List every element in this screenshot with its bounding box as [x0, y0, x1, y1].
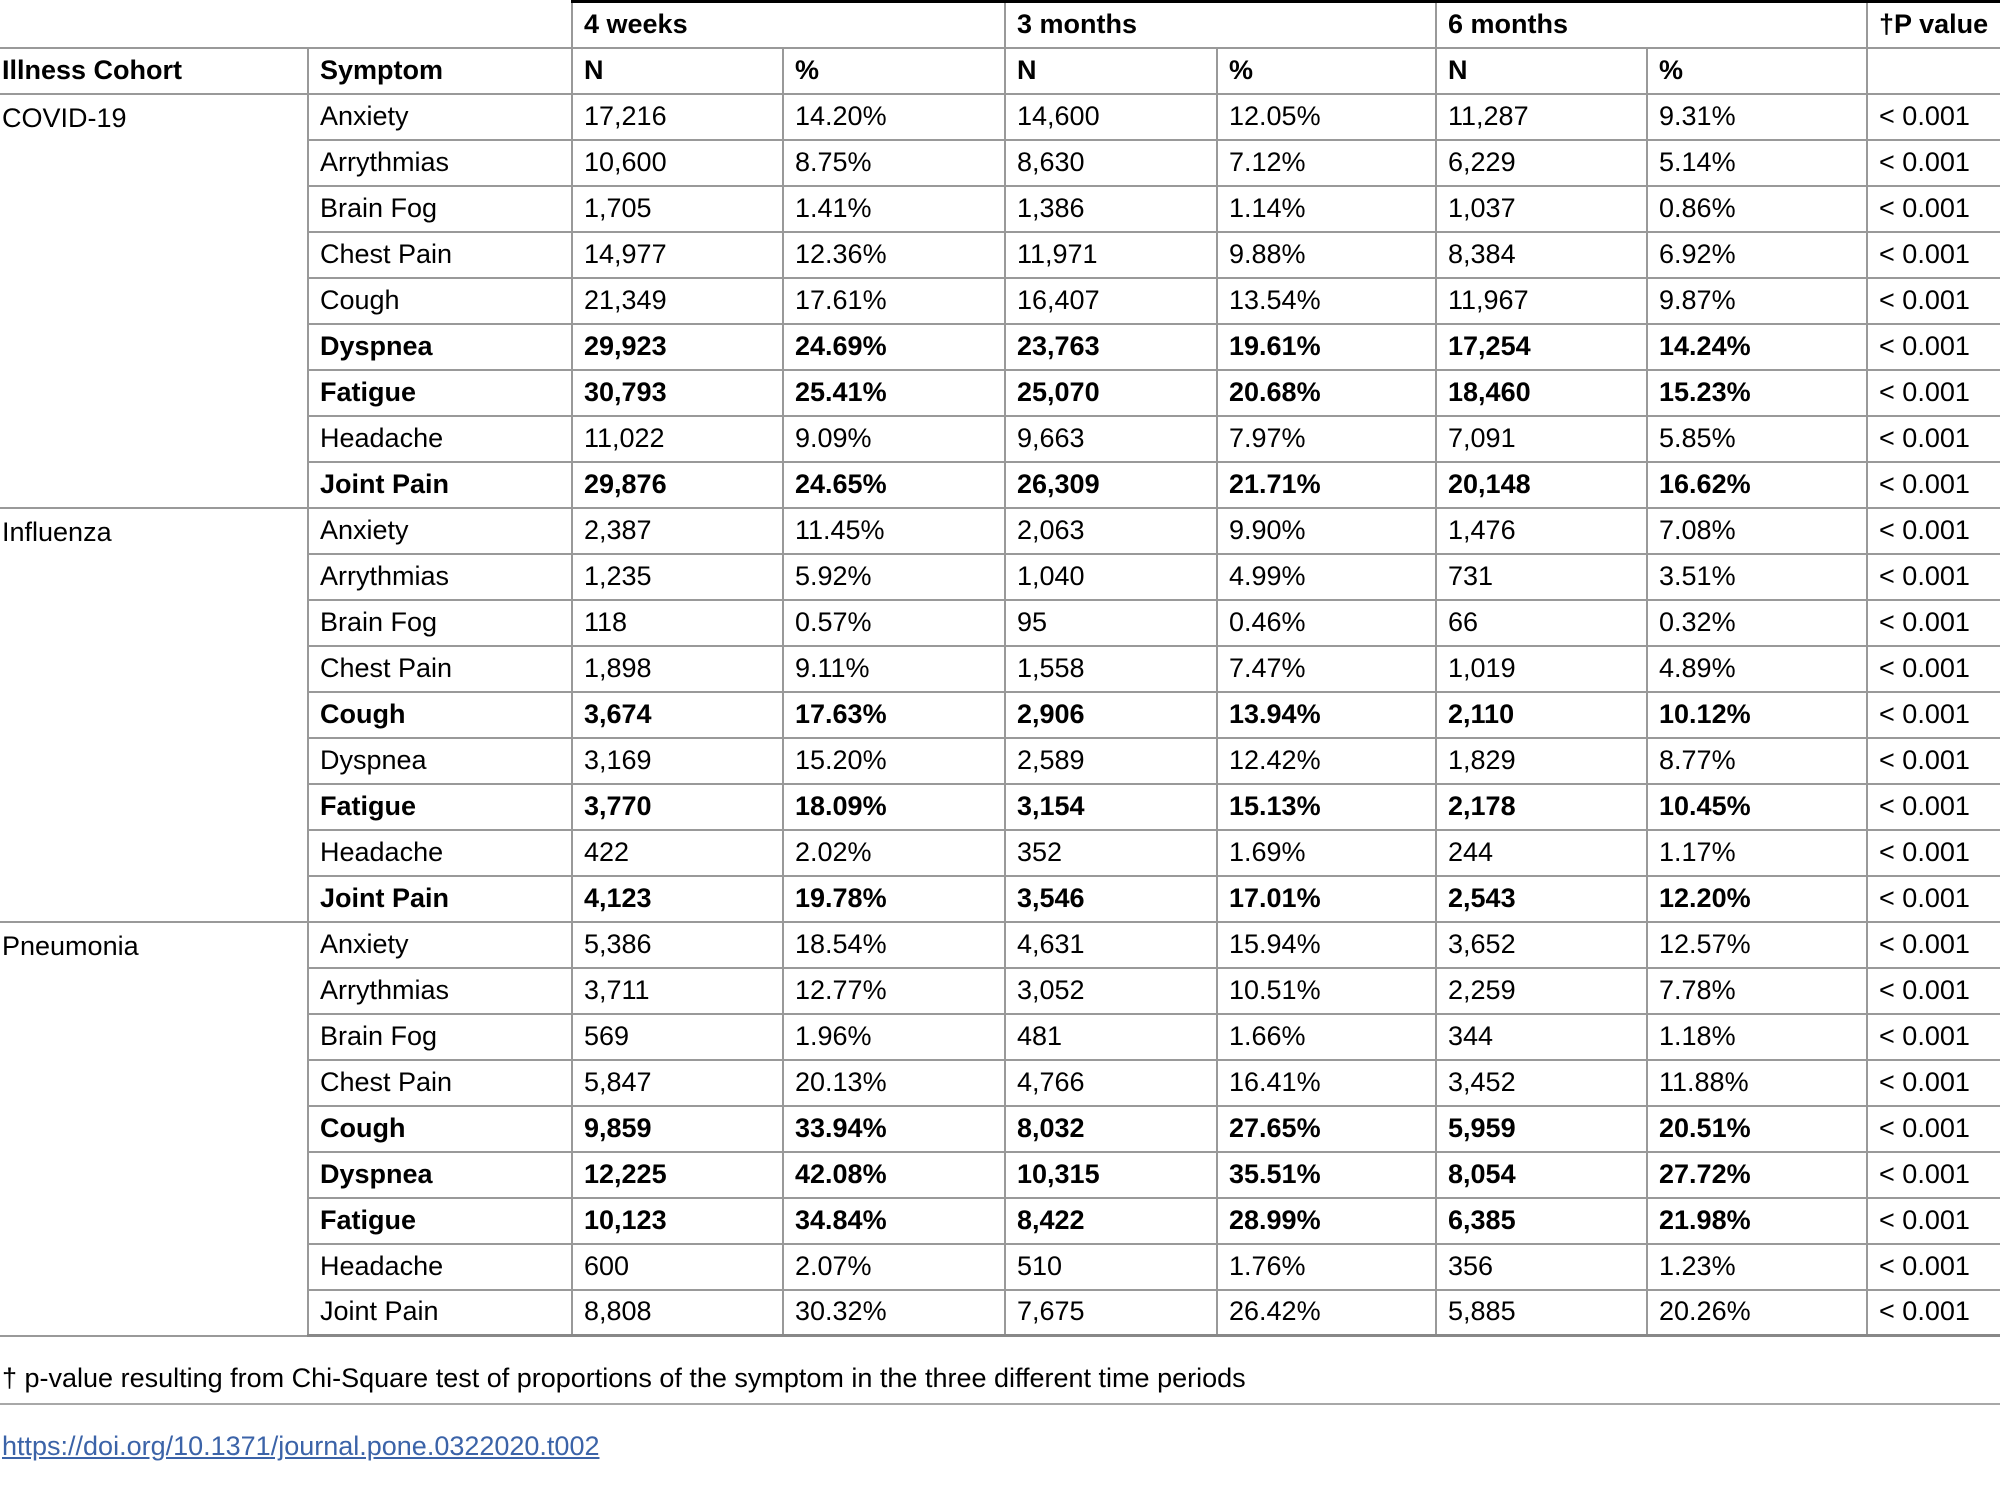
- p-value-cell: < 0.001: [1867, 1152, 2000, 1198]
- symptom-cell: Headache: [308, 1244, 572, 1290]
- n-4-weeks-cell: 422: [572, 830, 783, 876]
- pct-6-months-cell: 0.32%: [1647, 600, 1867, 646]
- pct-3-months-cell: 12.42%: [1217, 738, 1436, 784]
- pct-6-months-cell: 1.18%: [1647, 1014, 1867, 1060]
- n-header-3-months: N: [1005, 48, 1217, 94]
- symptom-cell: Cough: [308, 692, 572, 738]
- pct-header-3-months: %: [1217, 48, 1436, 94]
- n-6-months-cell: 244: [1436, 830, 1647, 876]
- pct-6-months-cell: 3.51%: [1647, 554, 1867, 600]
- table-row: [0, 508, 2000, 554]
- symptom-cell: Dyspnea: [308, 324, 572, 370]
- n-3-months-cell: 1,558: [1005, 646, 1217, 692]
- pct-6-months-cell: 9.31%: [1647, 94, 1867, 140]
- cohort-name: Influenza: [0, 508, 308, 922]
- pct-6-months-cell: 9.87%: [1647, 278, 1867, 324]
- pct-4-weeks-cell: 33.94%: [783, 1106, 1005, 1152]
- pct-3-months-cell: 15.94%: [1217, 922, 1436, 968]
- n-3-months-cell: 510: [1005, 1244, 1217, 1290]
- symptom-cell: Chest Pain: [308, 646, 572, 692]
- n-3-months-cell: 95: [1005, 600, 1217, 646]
- symptom-cell: Fatigue: [308, 370, 572, 416]
- pct-6-months-cell: 1.23%: [1647, 1244, 1867, 1290]
- corner-cell: [0, 2, 572, 48]
- n-4-weeks-cell: 3,169: [572, 738, 783, 784]
- n-3-months-cell: 3,154: [1005, 784, 1217, 830]
- n-4-weeks-cell: 9,859: [572, 1106, 783, 1152]
- n-4-weeks-cell: 21,349: [572, 278, 783, 324]
- pct-4-weeks-cell: 24.69%: [783, 324, 1005, 370]
- pct-6-months-cell: 4.89%: [1647, 646, 1867, 692]
- pct-4-weeks-cell: 34.84%: [783, 1198, 1005, 1244]
- pct-3-months-cell: 15.13%: [1217, 784, 1436, 830]
- n-6-months-cell: 356: [1436, 1244, 1647, 1290]
- pct-3-months-cell: 4.99%: [1217, 554, 1436, 600]
- n-3-months-cell: 8,630: [1005, 140, 1217, 186]
- pct-header-6-months: %: [1647, 48, 1867, 94]
- n-3-months-cell: 481: [1005, 1014, 1217, 1060]
- n-3-months-cell: 1,386: [1005, 186, 1217, 232]
- n-4-weeks-cell: 8,808: [572, 1290, 783, 1336]
- cohort-name: COVID-19: [0, 94, 308, 508]
- n-3-months-cell: 26,309: [1005, 462, 1217, 508]
- n-4-weeks-cell: 29,923: [572, 324, 783, 370]
- p-value-cell: < 0.001: [1867, 462, 2000, 508]
- n-6-months-cell: 8,384: [1436, 232, 1647, 278]
- n-6-months-cell: 1,829: [1436, 738, 1647, 784]
- pct-3-months-cell: 20.68%: [1217, 370, 1436, 416]
- p-value-cell: < 0.001: [1867, 876, 2000, 922]
- n-3-months-cell: 23,763: [1005, 324, 1217, 370]
- n-6-months-cell: 7,091: [1436, 416, 1647, 462]
- pct-4-weeks-cell: 30.32%: [783, 1290, 1005, 1336]
- p-value-cell: < 0.001: [1867, 600, 2000, 646]
- n-4-weeks-cell: 3,674: [572, 692, 783, 738]
- pct-4-weeks-cell: 25.41%: [783, 370, 1005, 416]
- p-value-cell: < 0.001: [1867, 738, 2000, 784]
- p-value-header: †P value: [1867, 2, 2000, 48]
- pct-3-months-cell: 9.88%: [1217, 232, 1436, 278]
- p-value-cell: < 0.001: [1867, 1244, 2000, 1290]
- pct-3-months-cell: 13.94%: [1217, 692, 1436, 738]
- p-value-cell: < 0.001: [1867, 278, 2000, 324]
- n-4-weeks-cell: 10,123: [572, 1198, 783, 1244]
- symptom-cell: Anxiety: [308, 922, 572, 968]
- symptom-cell: Brain Fog: [308, 186, 572, 232]
- pct-6-months-cell: 12.20%: [1647, 876, 1867, 922]
- n-3-months-cell: 2,589: [1005, 738, 1217, 784]
- symptom-cell: Cough: [308, 1106, 572, 1152]
- n-3-months-cell: 10,315: [1005, 1152, 1217, 1198]
- n-3-months-cell: 25,070: [1005, 370, 1217, 416]
- pct-4-weeks-cell: 0.57%: [783, 600, 1005, 646]
- n-3-months-cell: 1,040: [1005, 554, 1217, 600]
- pct-6-months-cell: 10.12%: [1647, 692, 1867, 738]
- p-value-cell: < 0.001: [1867, 830, 2000, 876]
- pct-4-weeks-cell: 17.61%: [783, 278, 1005, 324]
- pct-4-weeks-cell: 14.20%: [783, 94, 1005, 140]
- pct-3-months-cell: 19.61%: [1217, 324, 1436, 370]
- pct-4-weeks-cell: 24.65%: [783, 462, 1005, 508]
- p-value-cell: < 0.001: [1867, 140, 2000, 186]
- symptom-header: Symptom: [308, 48, 572, 94]
- table-row: [0, 94, 2000, 140]
- pct-4-weeks-cell: 17.63%: [783, 692, 1005, 738]
- pct-3-months-cell: 13.54%: [1217, 278, 1436, 324]
- n-4-weeks-cell: 1,898: [572, 646, 783, 692]
- illness-cohort-header: Illness Cohort: [0, 48, 308, 94]
- symptom-cell: Cough: [308, 278, 572, 324]
- n-3-months-cell: 8,422: [1005, 1198, 1217, 1244]
- pct-4-weeks-cell: 42.08%: [783, 1152, 1005, 1198]
- pct-3-months-cell: 27.65%: [1217, 1106, 1436, 1152]
- n-3-months-cell: 8,032: [1005, 1106, 1217, 1152]
- symptom-cell: Joint Pain: [308, 1290, 572, 1336]
- n-3-months-cell: 2,906: [1005, 692, 1217, 738]
- pct-6-months-cell: 5.14%: [1647, 140, 1867, 186]
- n-3-months-cell: 352: [1005, 830, 1217, 876]
- n-6-months-cell: 6,229: [1436, 140, 1647, 186]
- n-3-months-cell: 2,063: [1005, 508, 1217, 554]
- n-3-months-cell: 3,052: [1005, 968, 1217, 1014]
- pct-6-months-cell: 12.57%: [1647, 922, 1867, 968]
- pct-6-months-cell: 20.26%: [1647, 1290, 1867, 1336]
- period-header-3-months: 3 months: [1005, 2, 1436, 48]
- p-value-cell: < 0.001: [1867, 1290, 2000, 1336]
- n-6-months-cell: 6,385: [1436, 1198, 1647, 1244]
- n-3-months-cell: 3,546: [1005, 876, 1217, 922]
- n-header-4-weeks: N: [572, 48, 783, 94]
- pct-6-months-cell: 21.98%: [1647, 1198, 1867, 1244]
- pct-6-months-cell: 1.17%: [1647, 830, 1867, 876]
- n-4-weeks-cell: 600: [572, 1244, 783, 1290]
- pct-4-weeks-cell: 12.36%: [783, 232, 1005, 278]
- p-value-cell: < 0.001: [1867, 646, 2000, 692]
- pct-6-months-cell: 20.51%: [1647, 1106, 1867, 1152]
- symptom-cell: Headache: [308, 416, 572, 462]
- n-4-weeks-cell: 1,235: [572, 554, 783, 600]
- n-3-months-cell: 7,675: [1005, 1290, 1217, 1336]
- pct-3-months-cell: 1.76%: [1217, 1244, 1436, 1290]
- n-4-weeks-cell: 3,711: [572, 968, 783, 1014]
- pct-3-months-cell: 7.12%: [1217, 140, 1436, 186]
- n-4-weeks-cell: 2,387: [572, 508, 783, 554]
- symptom-cell: Chest Pain: [308, 232, 572, 278]
- n-3-months-cell: 9,663: [1005, 416, 1217, 462]
- n-4-weeks-cell: 14,977: [572, 232, 783, 278]
- cohort-name: Pneumonia: [0, 922, 308, 1336]
- p-value-header-empty-cell: [1867, 48, 2000, 94]
- p-value-cell: < 0.001: [1867, 968, 2000, 1014]
- pct-4-weeks-cell: 11.45%: [783, 508, 1005, 554]
- n-4-weeks-cell: 11,022: [572, 416, 783, 462]
- symptom-cell: Brain Fog: [308, 600, 572, 646]
- n-4-weeks-cell: 569: [572, 1014, 783, 1060]
- p-value-cell: < 0.001: [1867, 508, 2000, 554]
- symptom-cell: Anxiety: [308, 508, 572, 554]
- pct-6-months-cell: 0.86%: [1647, 186, 1867, 232]
- pct-4-weeks-cell: 18.09%: [783, 784, 1005, 830]
- pct-3-months-cell: 7.97%: [1217, 416, 1436, 462]
- pct-4-weeks-cell: 18.54%: [783, 922, 1005, 968]
- pct-3-months-cell: 12.05%: [1217, 94, 1436, 140]
- pct-3-months-cell: 7.47%: [1217, 646, 1436, 692]
- p-value-cell: < 0.001: [1867, 1060, 2000, 1106]
- n-4-weeks-cell: 12,225: [572, 1152, 783, 1198]
- pct-4-weeks-cell: 9.11%: [783, 646, 1005, 692]
- pct-3-months-cell: 1.69%: [1217, 830, 1436, 876]
- n-4-weeks-cell: 10,600: [572, 140, 783, 186]
- footer-divider: [0, 1403, 2000, 1405]
- p-value-cell: < 0.001: [1867, 922, 2000, 968]
- n-6-months-cell: 2,543: [1436, 876, 1647, 922]
- n-6-months-cell: 5,959: [1436, 1106, 1647, 1152]
- pct-6-months-cell: 27.72%: [1647, 1152, 1867, 1198]
- n-6-months-cell: 344: [1436, 1014, 1647, 1060]
- pct-3-months-cell: 17.01%: [1217, 876, 1436, 922]
- p-value-cell: < 0.001: [1867, 416, 2000, 462]
- symptom-cell: Arrythmias: [308, 554, 572, 600]
- n-3-months-cell: 11,971: [1005, 232, 1217, 278]
- pct-6-months-cell: 5.85%: [1647, 416, 1867, 462]
- pct-6-months-cell: 14.24%: [1647, 324, 1867, 370]
- symptom-cell: Arrythmias: [308, 140, 572, 186]
- pct-header-4-weeks: %: [783, 48, 1005, 94]
- symptom-cell: Brain Fog: [308, 1014, 572, 1060]
- n-4-weeks-cell: 1,705: [572, 186, 783, 232]
- n-6-months-cell: 20,148: [1436, 462, 1647, 508]
- period-header-4-weeks: 4 weeks: [572, 2, 1005, 48]
- n-header-6-months: N: [1436, 48, 1647, 94]
- column-header-row: [0, 48, 2000, 94]
- pct-3-months-cell: 1.14%: [1217, 186, 1436, 232]
- footnote: † p-value resulting from Chi-Square test of proportions of the symptom in the three different time periods: [2, 1363, 1246, 1393]
- symptom-cell: Joint Pain: [308, 876, 572, 922]
- n-6-months-cell: 66: [1436, 600, 1647, 646]
- symptom-cell: Joint Pain: [308, 462, 572, 508]
- n-6-months-cell: 17,254: [1436, 324, 1647, 370]
- period-header-row: [0, 2, 2000, 48]
- p-value-cell: < 0.001: [1867, 554, 2000, 600]
- pct-4-weeks-cell: 2.02%: [783, 830, 1005, 876]
- pct-3-months-cell: 9.90%: [1217, 508, 1436, 554]
- pct-4-weeks-cell: 5.92%: [783, 554, 1005, 600]
- p-value-cell: < 0.001: [1867, 784, 2000, 830]
- pct-3-months-cell: 26.42%: [1217, 1290, 1436, 1336]
- pct-4-weeks-cell: 15.20%: [783, 738, 1005, 784]
- symptom-cell: Chest Pain: [308, 1060, 572, 1106]
- symptom-cell: Headache: [308, 830, 572, 876]
- p-value-cell: < 0.001: [1867, 94, 2000, 140]
- p-value-cell: < 0.001: [1867, 1198, 2000, 1244]
- pct-4-weeks-cell: 19.78%: [783, 876, 1005, 922]
- pct-3-months-cell: 0.46%: [1217, 600, 1436, 646]
- n-3-months-cell: 16,407: [1005, 278, 1217, 324]
- n-6-months-cell: 3,652: [1436, 922, 1647, 968]
- pct-6-months-cell: 10.45%: [1647, 784, 1867, 830]
- pct-4-weeks-cell: 8.75%: [783, 140, 1005, 186]
- pct-3-months-cell: 1.66%: [1217, 1014, 1436, 1060]
- pct-3-months-cell: 21.71%: [1217, 462, 1436, 508]
- n-6-months-cell: 1,037: [1436, 186, 1647, 232]
- pct-6-months-cell: 8.77%: [1647, 738, 1867, 784]
- pct-3-months-cell: 16.41%: [1217, 1060, 1436, 1106]
- doi-link[interactable]: https://doi.org/10.1371/journal.pone.0322020.t002: [2, 1431, 600, 1461]
- pct-6-months-cell: 16.62%: [1647, 462, 1867, 508]
- p-value-cell: < 0.001: [1867, 370, 2000, 416]
- pct-3-months-cell: 28.99%: [1217, 1198, 1436, 1244]
- n-6-months-cell: 731: [1436, 554, 1647, 600]
- symptom-cell: Anxiety: [308, 94, 572, 140]
- symptom-cell: Arrythmias: [308, 968, 572, 1014]
- n-4-weeks-cell: 17,216: [572, 94, 783, 140]
- n-6-months-cell: 18,460: [1436, 370, 1647, 416]
- symptom-cell: Dyspnea: [308, 1152, 572, 1198]
- pct-4-weeks-cell: 2.07%: [783, 1244, 1005, 1290]
- pct-6-months-cell: 15.23%: [1647, 370, 1867, 416]
- n-6-months-cell: 11,967: [1436, 278, 1647, 324]
- pct-6-months-cell: 11.88%: [1647, 1060, 1867, 1106]
- n-3-months-cell: 4,766: [1005, 1060, 1217, 1106]
- n-6-months-cell: 8,054: [1436, 1152, 1647, 1198]
- n-3-months-cell: 14,600: [1005, 94, 1217, 140]
- pct-4-weeks-cell: 9.09%: [783, 416, 1005, 462]
- p-value-cell: < 0.001: [1867, 1014, 2000, 1060]
- pct-4-weeks-cell: 1.96%: [783, 1014, 1005, 1060]
- pct-3-months-cell: 10.51%: [1217, 968, 1436, 1014]
- pct-4-weeks-cell: 12.77%: [783, 968, 1005, 1014]
- n-6-months-cell: 1,476: [1436, 508, 1647, 554]
- symptom-cell: Fatigue: [308, 784, 572, 830]
- pct-4-weeks-cell: 20.13%: [783, 1060, 1005, 1106]
- n-4-weeks-cell: 5,847: [572, 1060, 783, 1106]
- n-6-months-cell: 5,885: [1436, 1290, 1647, 1336]
- p-value-cell: < 0.001: [1867, 692, 2000, 738]
- symptom-cell: Fatigue: [308, 1198, 572, 1244]
- pct-6-months-cell: 7.78%: [1647, 968, 1867, 1014]
- pct-4-weeks-cell: 1.41%: [783, 186, 1005, 232]
- n-4-weeks-cell: 29,876: [572, 462, 783, 508]
- n-3-months-cell: 4,631: [1005, 922, 1217, 968]
- n-6-months-cell: 1,019: [1436, 646, 1647, 692]
- n-4-weeks-cell: 30,793: [572, 370, 783, 416]
- p-value-cell: < 0.001: [1867, 232, 2000, 278]
- n-4-weeks-cell: 4,123: [572, 876, 783, 922]
- period-header-6-months: 6 months: [1436, 2, 1867, 48]
- n-4-weeks-cell: 3,770: [572, 784, 783, 830]
- symptom-cell: Dyspnea: [308, 738, 572, 784]
- p-value-cell: < 0.001: [1867, 1106, 2000, 1152]
- p-value-cell: < 0.001: [1867, 324, 2000, 370]
- n-6-months-cell: 11,287: [1436, 94, 1647, 140]
- pct-6-months-cell: 7.08%: [1647, 508, 1867, 554]
- table-body: [0, 94, 2000, 1336]
- n-6-months-cell: 2,178: [1436, 784, 1647, 830]
- n-6-months-cell: 2,259: [1436, 968, 1647, 1014]
- table-row: [0, 922, 2000, 968]
- n-6-months-cell: 3,452: [1436, 1060, 1647, 1106]
- p-value-cell: < 0.001: [1867, 186, 2000, 232]
- n-4-weeks-cell: 5,386: [572, 922, 783, 968]
- pct-6-months-cell: 6.92%: [1647, 232, 1867, 278]
- pct-3-months-cell: 35.51%: [1217, 1152, 1436, 1198]
- n-6-months-cell: 2,110: [1436, 692, 1647, 738]
- n-4-weeks-cell: 118: [572, 600, 783, 646]
